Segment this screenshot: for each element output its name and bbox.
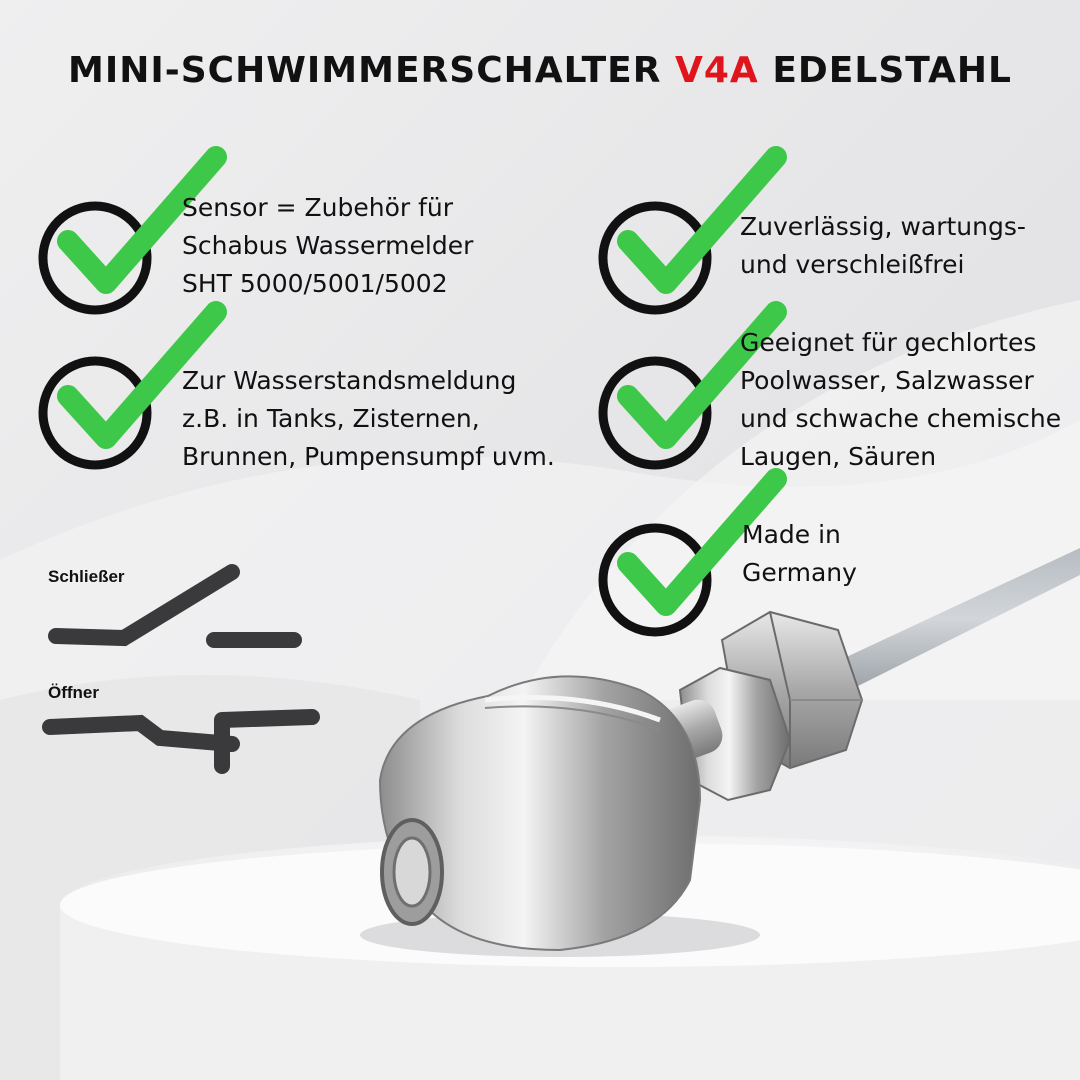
feature-line: Brunnen, Pumpensumpf uvm. [182, 442, 555, 471]
feature-line: Laugen, Säuren [740, 442, 937, 471]
feature-line: Made in [742, 520, 841, 549]
feature-line: Geeignet für gechlortes [740, 328, 1037, 357]
feature-line: Germany [742, 558, 857, 587]
feature-usage [182, 362, 555, 476]
feature-line: SHT 5000/5001/5002 [182, 269, 448, 298]
normally-closed-symbol [50, 717, 312, 766]
title-part2: EDELSTAHL [758, 50, 1012, 91]
feature-reliable [740, 208, 1026, 284]
feature-line: Sensor = Zubehör für [182, 193, 454, 222]
float-switch-image [330, 520, 1080, 1020]
feature-line: und verschleißfrei [740, 250, 965, 279]
feature-line: Zur Wasserstandsmeldung [182, 366, 517, 395]
page-title [0, 50, 1080, 91]
feature-line: und schwache chemische [740, 404, 1062, 433]
feature-line: Schabus Wassermelder [182, 231, 474, 260]
feature-line: Zuverlässig, wartungs- [740, 212, 1026, 241]
feature-line: z.B. in Tanks, Zisternen, [182, 404, 480, 433]
normally-open-symbol [56, 572, 294, 640]
normally-closed-label: Öffner [48, 683, 99, 702]
feature-sensor [182, 189, 473, 303]
title-accent: V4A [675, 50, 759, 91]
normally-open-label: Schließer [48, 567, 125, 586]
title-part1: MINI-SCHWIMMERSCHALTER [68, 50, 675, 91]
feature-suitable [740, 324, 1061, 476]
switch-symbols [0, 540, 340, 800]
feature-line: Poolwasser, Salzwasser [740, 366, 1034, 395]
